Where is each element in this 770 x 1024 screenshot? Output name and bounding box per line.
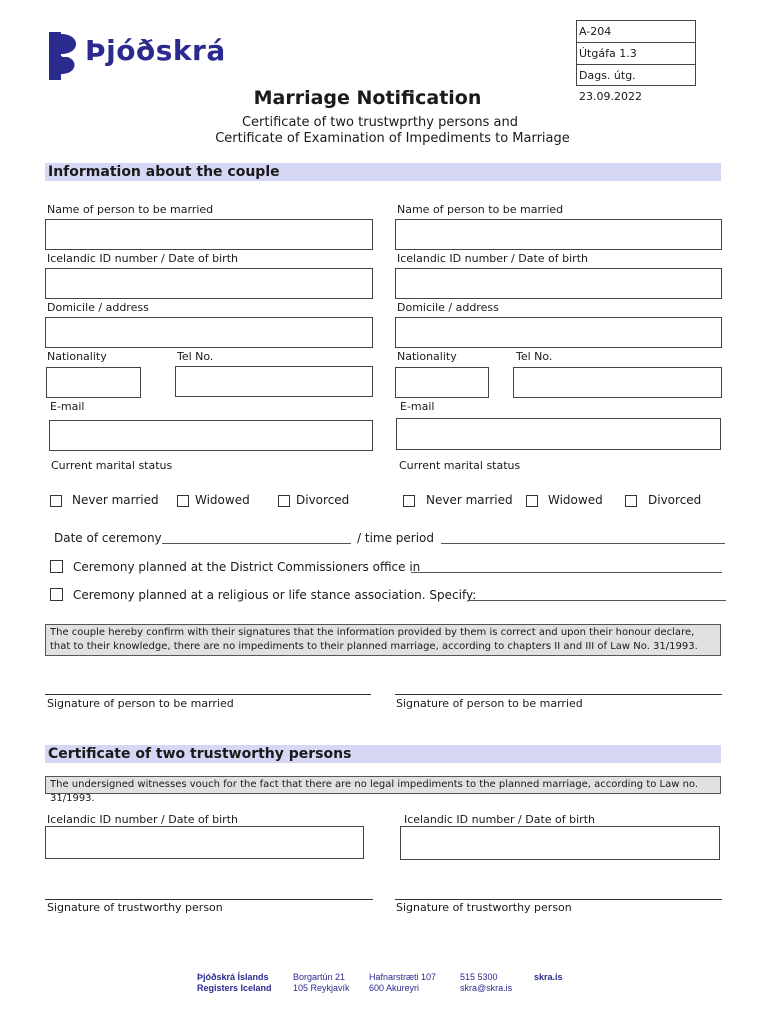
form-date: Dags. útg. 23.09.2022: [579, 69, 642, 103]
nationality-input-2[interactable]: [395, 367, 489, 398]
witness-signature-label-2: Signature of trustworthy person: [396, 901, 572, 914]
subtitle-1: Certificate of two trustwprthy persons and: [241, 115, 518, 130]
witnesses-note: The undersigned witnesses vouch for the fact that there are no legal impediments to the planned marriage, according to Law no. 31/1993.: [45, 776, 721, 794]
email-label-2: E-mail: [400, 400, 435, 413]
footer-address-reykjavik: Borgartún 21 105 Reykjavík: [293, 972, 350, 993]
ceremony-time-input[interactable]: [441, 543, 725, 544]
email-input-1[interactable]: [49, 420, 373, 451]
district-office-label: Ceremony planned at the District Commissioners office in: [73, 560, 421, 574]
district-office-input[interactable]: [411, 572, 722, 573]
subtitle-2: Certificate of Examination of Impediments to Marriage: [215, 131, 570, 146]
witness-id-input-2[interactable]: [400, 826, 720, 860]
name-label-2: Name of person to be married: [397, 203, 564, 216]
district-office-checkbox[interactable]: [50, 560, 63, 573]
id-input-1[interactable]: [45, 268, 373, 299]
tel-input-2[interactable]: [513, 367, 722, 398]
never-married-label-1: Never married: [72, 493, 159, 507]
email-label-1: E-mail: [50, 400, 85, 413]
marital-label-1: Current marital status: [51, 459, 173, 472]
ceremony-date-input[interactable]: [162, 543, 351, 544]
section-couple-heading: Information about the couple: [45, 163, 721, 181]
section-witnesses-heading: Certificate of two trustworthy persons: [45, 745, 721, 763]
address-input-2[interactable]: [395, 317, 722, 348]
widowed-label-1: Widowed: [195, 493, 250, 507]
page-title: Marriage Notification: [253, 87, 482, 109]
form-code-box: [576, 20, 696, 103]
address-input-1[interactable]: [45, 317, 373, 348]
id-input-2[interactable]: [395, 268, 722, 299]
signature-label-1: Signature of person to be married: [47, 697, 234, 710]
footer-website[interactable]: skra.is: [534, 972, 563, 982]
form-version: Útgáfa 1.3: [577, 43, 695, 65]
signature-line-2[interactable]: [395, 694, 722, 695]
ceremony-date-label: Date of ceremony: [54, 531, 162, 545]
tel-label-2: Tel No.: [516, 350, 553, 363]
footer-org: Þjóðskrá Íslands Registers Iceland: [197, 972, 272, 993]
witness-id-input-1[interactable]: [45, 826, 364, 859]
email-input-2[interactable]: [396, 418, 721, 450]
witness-signature-label-1: Signature of trustworthy person: [47, 901, 223, 914]
form-code: A-204: [577, 21, 695, 43]
witness-signature-line-1[interactable]: [45, 899, 373, 900]
divorced-label-1: Divorced: [296, 493, 350, 507]
nationality-input-1[interactable]: [46, 367, 141, 398]
divorced-checkbox-2[interactable]: [625, 495, 637, 507]
witness-signature-line-2[interactable]: [395, 899, 722, 900]
signature-label-2: Signature of person to be married: [396, 697, 583, 710]
divorced-label-2: Divorced: [648, 493, 702, 507]
address-label-2: Domicile / address: [397, 301, 499, 314]
logo: [47, 30, 232, 82]
address-label-1: Domicile / address: [47, 301, 149, 314]
signature-line-1[interactable]: [45, 694, 371, 695]
widowed-checkbox-2[interactable]: [526, 495, 538, 507]
name-label-1: Name of person to be married: [47, 203, 214, 216]
never-married-checkbox-1[interactable]: [50, 495, 62, 507]
footer-address-akureyri: Hafnarstræti 107 600 Akureyri: [369, 972, 437, 993]
marital-label-2: Current marital status: [399, 459, 521, 472]
religious-association-label: Ceremony planned at a religious or life stance association. Specify:: [73, 588, 477, 602]
witness-id-label-1: Icelandic ID number / Date of birth: [47, 813, 238, 826]
footer-contact: 515 5300 skra@skra.is: [460, 972, 513, 993]
never-married-label-2: Never married: [426, 493, 513, 507]
tel-label-1: Tel No.: [177, 350, 214, 363]
divorced-checkbox-1[interactable]: [278, 495, 290, 507]
name-input-1[interactable]: [45, 219, 373, 250]
widowed-label-2: Widowed: [548, 493, 603, 507]
nationality-label-2: Nationality: [397, 350, 457, 363]
nationality-label-1: Nationality: [47, 350, 107, 363]
religious-association-input[interactable]: [468, 600, 726, 601]
footer-email[interactable]: skra@skra.is: [460, 983, 513, 993]
never-married-checkbox-2[interactable]: [403, 495, 415, 507]
witness-id-label-2: Icelandic ID number / Date of birth: [404, 813, 595, 826]
tel-input-1[interactable]: [175, 366, 373, 397]
religious-association-checkbox[interactable]: [50, 588, 63, 601]
name-input-2[interactable]: [395, 219, 722, 250]
logo-mark-icon: [47, 30, 81, 82]
logo-wordmark: Þjóðskrá: [85, 34, 226, 67]
declaration-text: The couple hereby confirm with their signatures that the information provided by them is correct and upon their honour declare, that to their knowledge, there are no impediments to their planned marriage, according to chapters II and III of Law No. 31/1993.: [45, 624, 721, 656]
widowed-checkbox-1[interactable]: [177, 495, 189, 507]
id-label-2: Icelandic ID number / Date of birth: [397, 252, 588, 265]
ceremony-time-label: / time period: [357, 531, 435, 545]
id-label-1: Icelandic ID number / Date of birth: [47, 252, 238, 265]
